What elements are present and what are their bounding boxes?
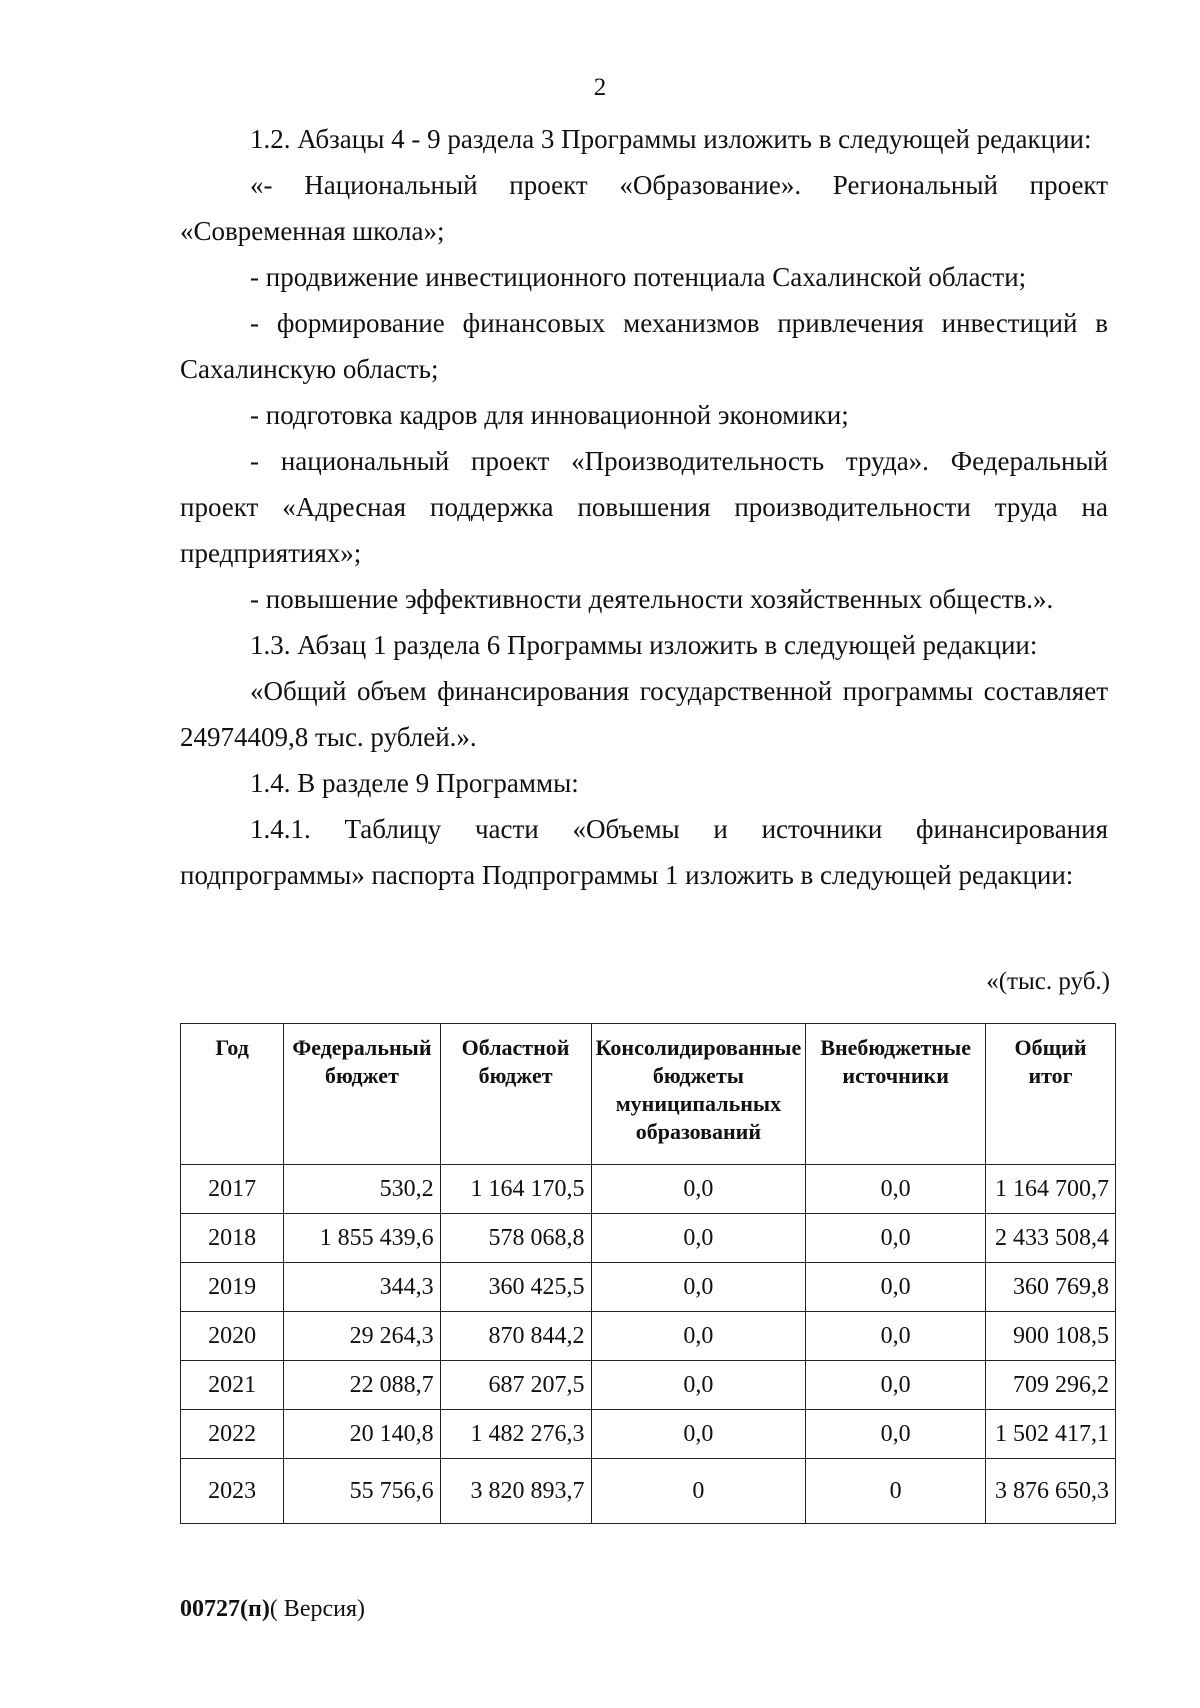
cell-total: 3 876 650,3 <box>986 1459 1116 1524</box>
cell-regional: 578 068,8 <box>440 1214 591 1263</box>
cell-federal: 344,3 <box>284 1263 440 1312</box>
cell-municipal: 0,0 <box>591 1263 806 1312</box>
header-year: Год <box>181 1024 284 1165</box>
paragraph-sakhalin-region: Сахалинскую область; <box>180 354 439 384</box>
table-row <box>181 1312 1116 1361</box>
financing-table <box>180 1023 1116 1524</box>
cell-total: 360 769,8 <box>986 1263 1116 1312</box>
header-federal-budget: Федеральный бюджет <box>284 1024 440 1165</box>
header-total: Общий итог <box>986 1024 1116 1165</box>
paragraph-total-amount: 24974409,8 тыс. рублей.». <box>180 722 477 752</box>
cell-extrabudgetary: 0,0 <box>806 1214 986 1263</box>
paragraph-modern-school: «Современная школа»; <box>180 216 445 246</box>
paragraph-1-2: 1.2. Абзацы 4 - 9 раздела 3 Программы изложить в следующей редакции: <box>250 124 1092 154</box>
paragraph-business-efficiency: - повышение эффективности деятельности хозяйственных обществ.». <box>250 584 1054 614</box>
header-municipal-budgets: Консолидированные бюджеты муниципальных образований <box>591 1024 806 1165</box>
cell-regional: 687 207,5 <box>440 1361 591 1410</box>
cell-regional: 360 425,5 <box>440 1263 591 1312</box>
cell-extrabudgetary: 0,0 <box>806 1410 986 1459</box>
paragraph-1-4-1-line: 1.4.1. Таблицу части «Объемы и источники финансирования <box>250 814 1108 844</box>
cell-regional: 870 844,2 <box>440 1312 591 1361</box>
paragraph-personnel-training: - подготовка кадров для инновационной экономики; <box>250 400 849 430</box>
cell-federal: 55 756,6 <box>284 1459 440 1524</box>
paragraph-1-4: 1.4. В разделе 9 Программы: <box>250 768 579 798</box>
cell-federal: 22 088,7 <box>284 1361 440 1410</box>
header-regional-budget: Областной бюджет <box>440 1024 591 1165</box>
page-number: 2 <box>593 74 607 101</box>
paragraph-national-project-line: «- Национальный проект «Образование». Региональный проект <box>250 170 1108 200</box>
cell-municipal: 0 <box>591 1459 806 1524</box>
cell-municipal: 0,0 <box>591 1165 806 1214</box>
cell-year: 2020 <box>181 1312 284 1361</box>
paragraph-targeted-support-line: проект «Адресная поддержка повышения производительности труда на <box>180 492 1108 522</box>
cell-year: 2019 <box>181 1263 284 1312</box>
cell-municipal: 0,0 <box>591 1214 806 1263</box>
cell-year: 2021 <box>181 1361 284 1410</box>
cell-total: 709 296,2 <box>986 1361 1116 1410</box>
cell-year: 2023 <box>181 1459 284 1524</box>
paragraph-productivity-line: - национальный проект «Производительность труда». Федеральный <box>250 446 1108 476</box>
cell-total: 1 502 417,1 <box>986 1410 1116 1459</box>
cell-extrabudgetary: 0,0 <box>806 1263 986 1312</box>
cell-federal: 29 264,3 <box>284 1312 440 1361</box>
cell-total: 900 108,5 <box>986 1312 1116 1361</box>
document-version: ( Версия) <box>269 1596 365 1622</box>
cell-federal: 1 855 439,6 <box>284 1214 440 1263</box>
paragraph-investment-potential: - продвижение инвестиционного потенциала Сахалинской области; <box>250 262 1027 292</box>
cell-extrabudgetary: 0,0 <box>806 1165 986 1214</box>
cell-extrabudgetary: 0 <box>806 1459 986 1524</box>
cell-municipal: 0,0 <box>591 1361 806 1410</box>
paragraph-enterprises: предприятиях»; <box>180 538 362 568</box>
cell-extrabudgetary: 0,0 <box>806 1312 986 1361</box>
table-row <box>181 1410 1116 1459</box>
paragraph-total-financing-line: «Общий объем финансирования государственной программы составляет <box>250 676 1108 706</box>
cell-year: 2022 <box>181 1410 284 1459</box>
table-row <box>181 1459 1116 1524</box>
cell-regional: 3 820 893,7 <box>440 1459 591 1524</box>
paragraph-subprogram-passport: подпрограммы» паспорта Подпрограммы 1 изложить в следующей редакции: <box>180 860 1074 890</box>
table-row <box>181 1361 1116 1410</box>
cell-regional: 1 482 276,3 <box>440 1410 591 1459</box>
cell-federal: 530,2 <box>284 1165 440 1214</box>
table-row <box>181 1263 1116 1312</box>
cell-municipal: 0,0 <box>591 1410 806 1459</box>
cell-federal: 20 140,8 <box>284 1410 440 1459</box>
cell-municipal: 0,0 <box>591 1312 806 1361</box>
paragraph-1-3: 1.3. Абзац 1 раздела 6 Программы изложить в следующей редакции: <box>250 630 1038 660</box>
cell-year: 2017 <box>181 1165 284 1214</box>
cell-year: 2018 <box>181 1214 284 1263</box>
unit-label: «(тыс. руб.) <box>986 968 1110 995</box>
table-row <box>181 1214 1116 1263</box>
document-footer <box>180 1596 365 1623</box>
document-body <box>180 116 1108 898</box>
cell-regional: 1 164 170,5 <box>440 1165 591 1214</box>
cell-total: 1 164 700,7 <box>986 1165 1116 1214</box>
cell-extrabudgetary: 0,0 <box>806 1361 986 1410</box>
document-code: 00727(п) <box>180 1596 270 1622</box>
table-header-row <box>181 1024 1116 1165</box>
cell-total: 2 433 508,4 <box>986 1214 1116 1263</box>
table-row <box>181 1165 1116 1214</box>
header-extrabudgetary: Внебюджетные источники <box>806 1024 986 1165</box>
paragraph-financial-mechanisms-line: - формирование финансовых механизмов привлечения инвестиций в <box>250 308 1108 338</box>
